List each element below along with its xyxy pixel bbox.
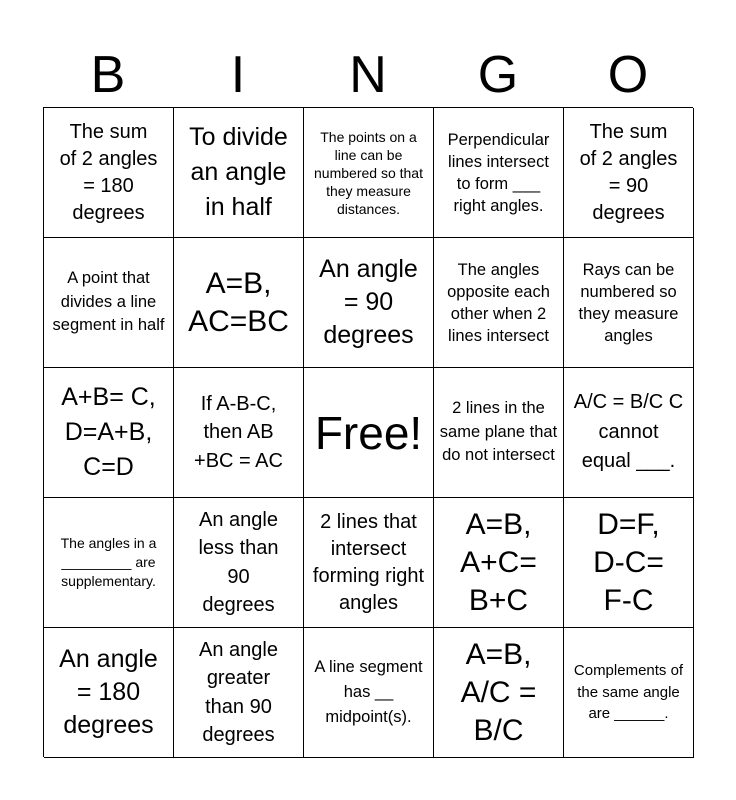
free-space-text: Free!	[314, 406, 423, 459]
cell-text: The sum of 2 angles = 90 degrees	[579, 120, 678, 224]
bingo-cell-i3	[174, 368, 304, 498]
cell-text: To divide an angle in half	[189, 123, 288, 221]
bingo-cell-i5	[174, 628, 304, 758]
bingo-cell-n4	[304, 498, 434, 628]
cell-text: Perpendicular lines intersect to form ___ right angles.	[447, 130, 550, 215]
bingo-header	[43, 44, 693, 106]
header-letter-g: G	[477, 46, 519, 104]
bingo-cell-g2	[434, 238, 564, 368]
cell-text: The points on a line can be numbered so that they measure distances.	[314, 128, 423, 217]
bingo-cell-free	[304, 368, 434, 498]
cell-text: The angles opposite each other when 2 lines intersect	[447, 260, 550, 345]
bingo-cell-g4	[434, 498, 564, 628]
bingo-cell-b5	[44, 628, 174, 758]
cell-text: D=F, D-C= F-C	[593, 507, 664, 617]
header-letter-n: N	[349, 46, 387, 104]
bingo-cell-o4	[564, 498, 694, 628]
cell-text: 2 lines in the same plane that do not intersect	[439, 399, 558, 465]
bingo-cell-b3	[44, 368, 174, 498]
cell-text: A point that divides a line segment in half	[52, 269, 165, 335]
cell-text: An angle less than 90 degrees	[198, 508, 279, 616]
cell-text: A=B, AC=BC	[188, 266, 289, 338]
cell-text: Complements of the same angle are ______.	[573, 662, 684, 723]
bingo-cell-i1	[174, 108, 304, 238]
bingo-cell-o2	[564, 238, 694, 368]
bingo-cell-b4	[44, 498, 174, 628]
cell-text: The angles in a _________ are supplementary.	[60, 535, 157, 589]
cell-text: 2 lines that intersect forming right angles	[312, 510, 425, 614]
bingo-cell-i4	[174, 498, 304, 628]
bingo-cell-g5	[434, 628, 564, 758]
bingo-board	[43, 107, 693, 757]
bingo-cell-n5	[304, 628, 434, 758]
bingo-cell-n2	[304, 238, 434, 368]
cell-text: Rays can be numbered so they measure angles	[578, 260, 679, 345]
header-letter-i: I	[230, 46, 246, 104]
cell-text: A+B= C, D=A+B, C=D	[61, 383, 156, 481]
cell-text: The sum of 2 angles = 180 degrees	[59, 120, 158, 224]
cell-text: An angle = 180 degrees	[59, 645, 158, 739]
cell-text: A line segment has __ midpoint(s).	[314, 658, 423, 726]
bingo-cell-b2	[44, 238, 174, 368]
bingo-cell-n1	[304, 108, 434, 238]
bingo-cell-i2	[174, 238, 304, 368]
header-letter-b: B	[90, 46, 126, 104]
cell-text: An angle greater than 90 degrees	[199, 638, 278, 746]
bingo-cell-o1	[564, 108, 694, 238]
cell-text: A=B, A+C= B+C	[460, 507, 537, 617]
bingo-cell-g1	[434, 108, 564, 238]
cell-text: An angle = 90 degrees	[319, 255, 418, 349]
bingo-cell-g3	[434, 368, 564, 498]
bingo-cell-o5	[564, 628, 694, 758]
bingo-cell-o3	[564, 368, 694, 498]
cell-text: A/C = B/C C cannot equal ___.	[573, 391, 684, 473]
cell-text: A=B, A/C = B/C	[460, 637, 537, 747]
cell-text: If A-B-C, then AB +BC = AC	[194, 392, 283, 472]
bingo-cell-b1	[44, 108, 174, 238]
header-letter-o: O	[607, 46, 649, 104]
